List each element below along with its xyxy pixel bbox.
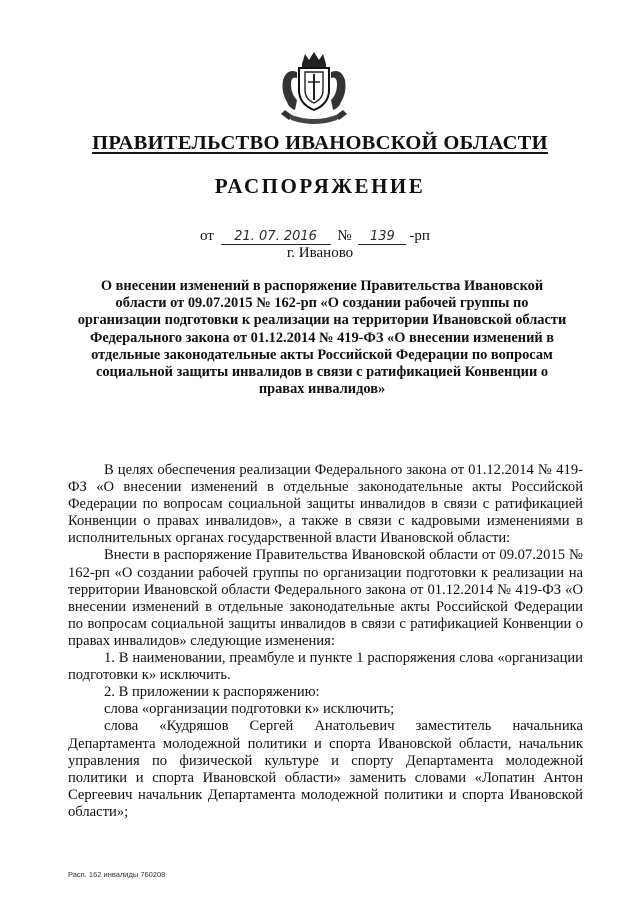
government-title: ПРАВИТЕЛЬСТВО ИВАНОВСКОЙ ОБЛАСТИ [92, 132, 548, 154]
document-body [68, 462, 583, 821]
issue-prefix: от [200, 228, 214, 244]
body-paragraph: Внести в распоряжение Правительства Ивановской области от 09.07.2015 № 162-рп «О создании рабочей группы по организации подготовки к реализации на территории Ивановской области Федерального закона от 01.12.2014 № 419-ФЗ «О внесении изменений в отдельные законодательные акты Российской Федерации по вопросам социальной защиты инвалидов в связи с ратификацией Конвенции о правах инвалидов» следующие изменения: [68, 547, 583, 649]
issue-date: 21. 07. 2016 [221, 230, 331, 245]
body-paragraph: слова «организации подготовки к» исключить; [104, 701, 395, 718]
issue-suffix: -рп [409, 228, 430, 244]
body-paragraph: 1. В наименовании, преамбуле и пункте 1 распоряжения слова «организации подготовки к» исключить. [68, 650, 583, 684]
body-paragraph: 2. В приложении к распоряжению: [104, 684, 320, 701]
body-paragraph: В целях обеспечения реализации Федерального закона от 01.12.2014 № 419-ФЗ «О внесении изменений в отдельные законодательные акты Российской Федерации по вопросам социальной защиты инвалидов в связи с ратификацией Конвенции о правах инвалидов», а также в связи с кадровыми изменениями в исполнительных органах государственной власти Ивановской области: [68, 462, 583, 547]
issue-number: 139 [358, 230, 406, 245]
issue-number-sign: № [337, 228, 352, 244]
body-paragraph: слова «Кудряшов Сергей Анатольевич заместитель начальника Департамента молодежной политики и спорта Ивановской области, начальник управления по физической культуре и спорту Департамента молодежной политики и спорта Ивановской области» заменить словами «Лопатин Антон Сергеевич начальник Департамента молодежной политики и спорта Ивановской области»; [68, 718, 583, 820]
issue-line [200, 228, 430, 245]
issue-city: г. Иваново [286, 245, 354, 261]
coat-of-arms-icon [275, 50, 353, 124]
document-type: РАСПОРЯЖЕНИЕ [214, 174, 426, 198]
footer-code: Расп. 162 инвалиды 760208 [68, 870, 166, 879]
document-heading: О внесении изменений в распоряжение Правительства Ивановской области от 09.07.2015 № 162-рп «О создании рабочей группы по организации подготовки к реализации на территории Ивановской области Федерального закона от 01.12.2014 № 419-ФЗ «О внесении изменений в отдельные законодательные акты Российской Федерации по вопросам социальной защиты инвалидов в связи с ратификацией Конвенции о правах инвалидов» [77, 278, 567, 398]
